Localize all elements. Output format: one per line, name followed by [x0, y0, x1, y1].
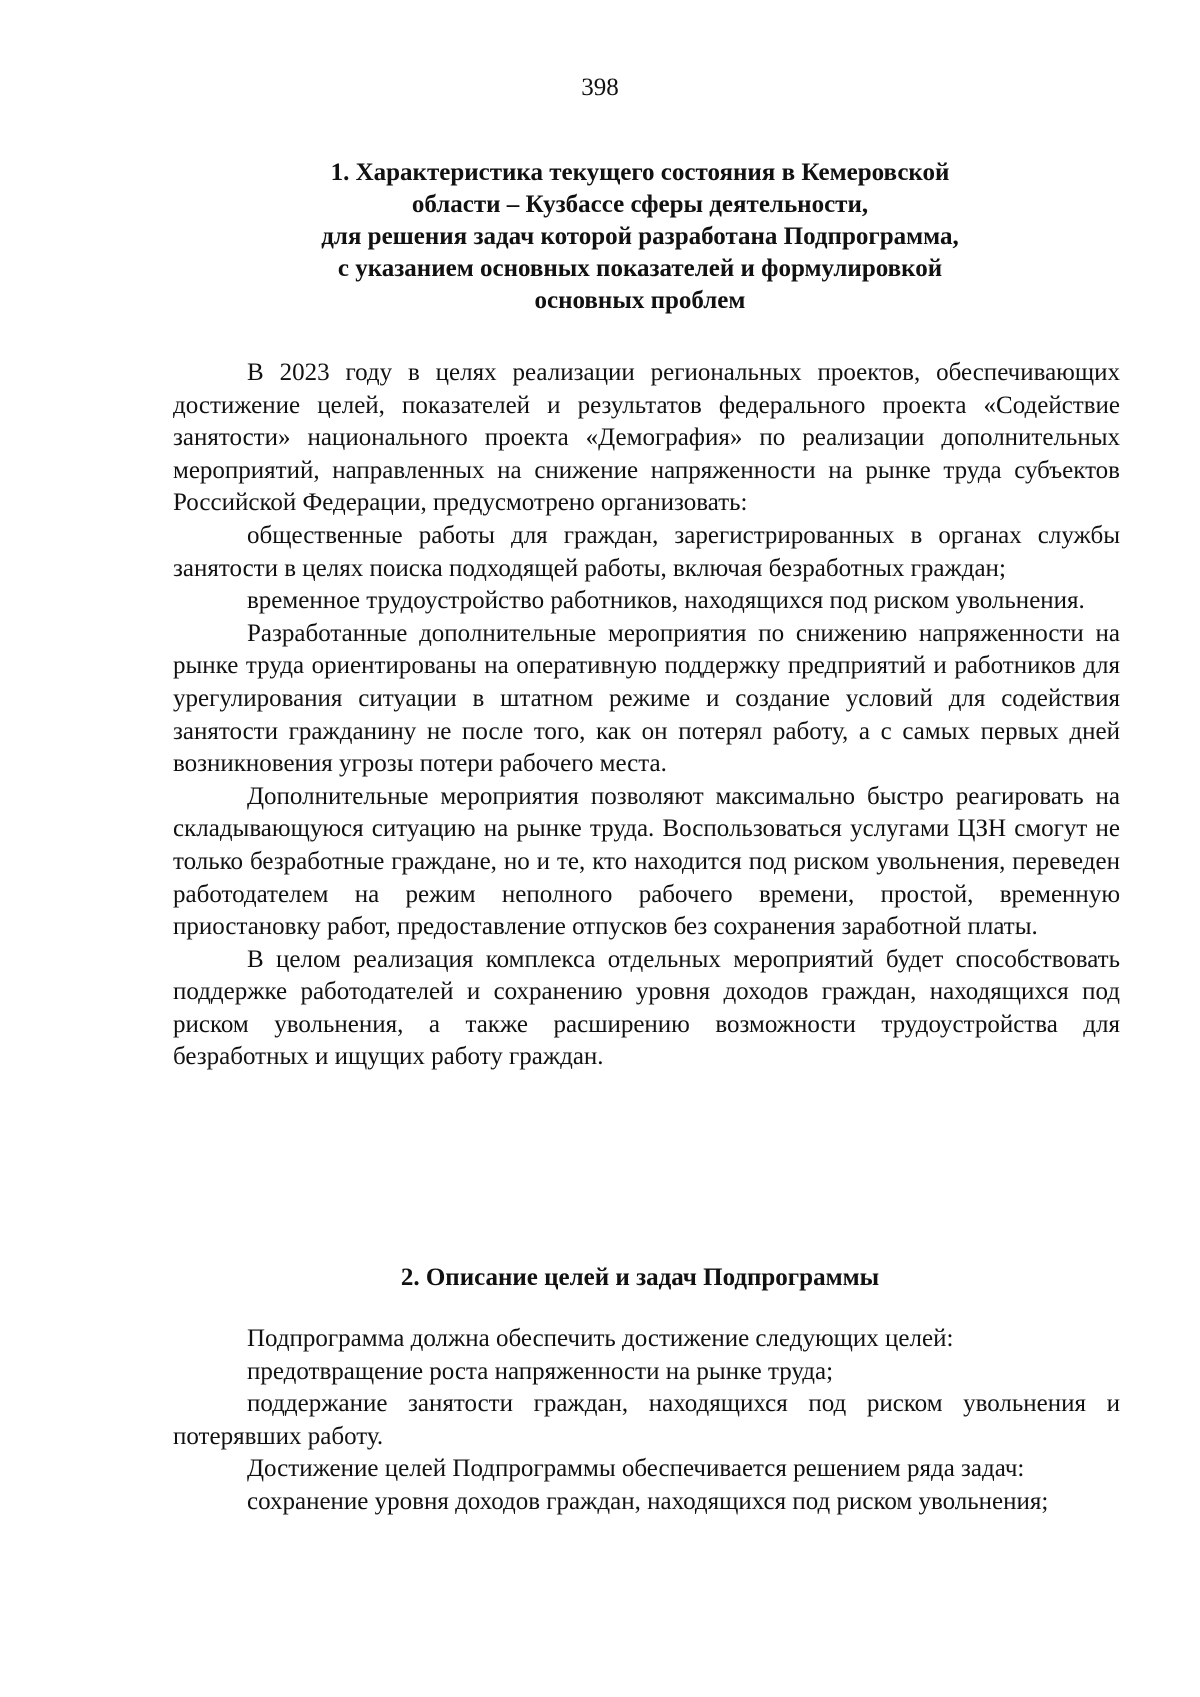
section-2-body — [173, 1323, 1120, 1519]
paragraph: общественные работы для граждан, зарегистрированных в органах службы занятости в целях поиска подходящей работы, включая безработных граждан; — [173, 521, 1120, 582]
paragraph: Дополнительные мероприятия позволяют максимально быстро реагировать на складывающуюся ситуацию на рынке труда. Воспользоваться услугами ЦЗН смогут не только безработные граждане, но и те, кто находится под риском увольнения, переведен работодателем на режим неполного рабочего времени, простой, временную приостановку работ, предоставление отпусков без сохранения заработной платы. — [173, 782, 1120, 941]
paragraph: Подпрограмма должна обеспечить достижение следующих целей: — [247, 1325, 954, 1352]
section-1-heading-line: 1. Характеристика текущего состояния в Кемеровской — [330, 159, 950, 186]
paragraph: временное трудоустройство работников, находящихся под риском увольнения. — [247, 587, 1085, 615]
section-1-heading-line: с указанием основных показателей и формулировкой — [337, 255, 943, 282]
page-number: 398 — [581, 74, 619, 101]
paragraph: В целом реализация комплекса отдельных мероприятий будет способствовать поддержке работодателей и сохранению уровня доходов граждан, находящихся под риском увольнения, а также расширению возможности трудоустройства для безработных и ищущих работу граждан. — [173, 945, 1120, 1071]
section-2-heading — [200, 1262, 1080, 1294]
paragraph: поддержание занятости граждан, находящихся под риском увольнения и потерявших работу. — [173, 1390, 1120, 1450]
section-1-body — [173, 357, 1120, 1074]
paragraph: Достижение целей Подпрограммы обеспечивается решением ряда задач: — [247, 1455, 1025, 1483]
section-2-heading-line: 2. Описание целей и задач Подпрограммы — [400, 1264, 880, 1291]
section-1-heading-line: для решения задач которой разработана Подпрограмма, — [321, 223, 959, 250]
paragraph: сохранение уровня доходов граждан, находящихся под риском увольнения; — [247, 1487, 1049, 1515]
paragraph: предотвращение роста напряженности на рынке труда; — [247, 1357, 834, 1385]
section-1-heading — [200, 157, 1080, 317]
paragraph: Разработанные дополнительные мероприятия по снижению напряженности на рынке труда ориентированы на оперативную поддержку предприятий и работников для урегулирования ситуации в штатном режиме и создание условий для содействия занятости гражданину не после того, как он потерял работу, а с самых первых дней возникновения угрозы потери рабочего места. — [173, 619, 1120, 778]
section-1-heading-line: области – Кузбассе сферы деятельности, — [411, 191, 869, 218]
paragraph: В 2023 году в целях реализации региональных проектов, обеспечивающих достижение целей, показателей и результатов федерального проекта «Содействие занятости» национального проекта «Демография» по реализации дополнительных мероприятий, направленных на снижение напряженности на рынке труда субъектов Российской Федерации, предусмотрено организовать: — [173, 359, 1120, 517]
section-1-heading-line: основных проблем — [534, 287, 746, 314]
